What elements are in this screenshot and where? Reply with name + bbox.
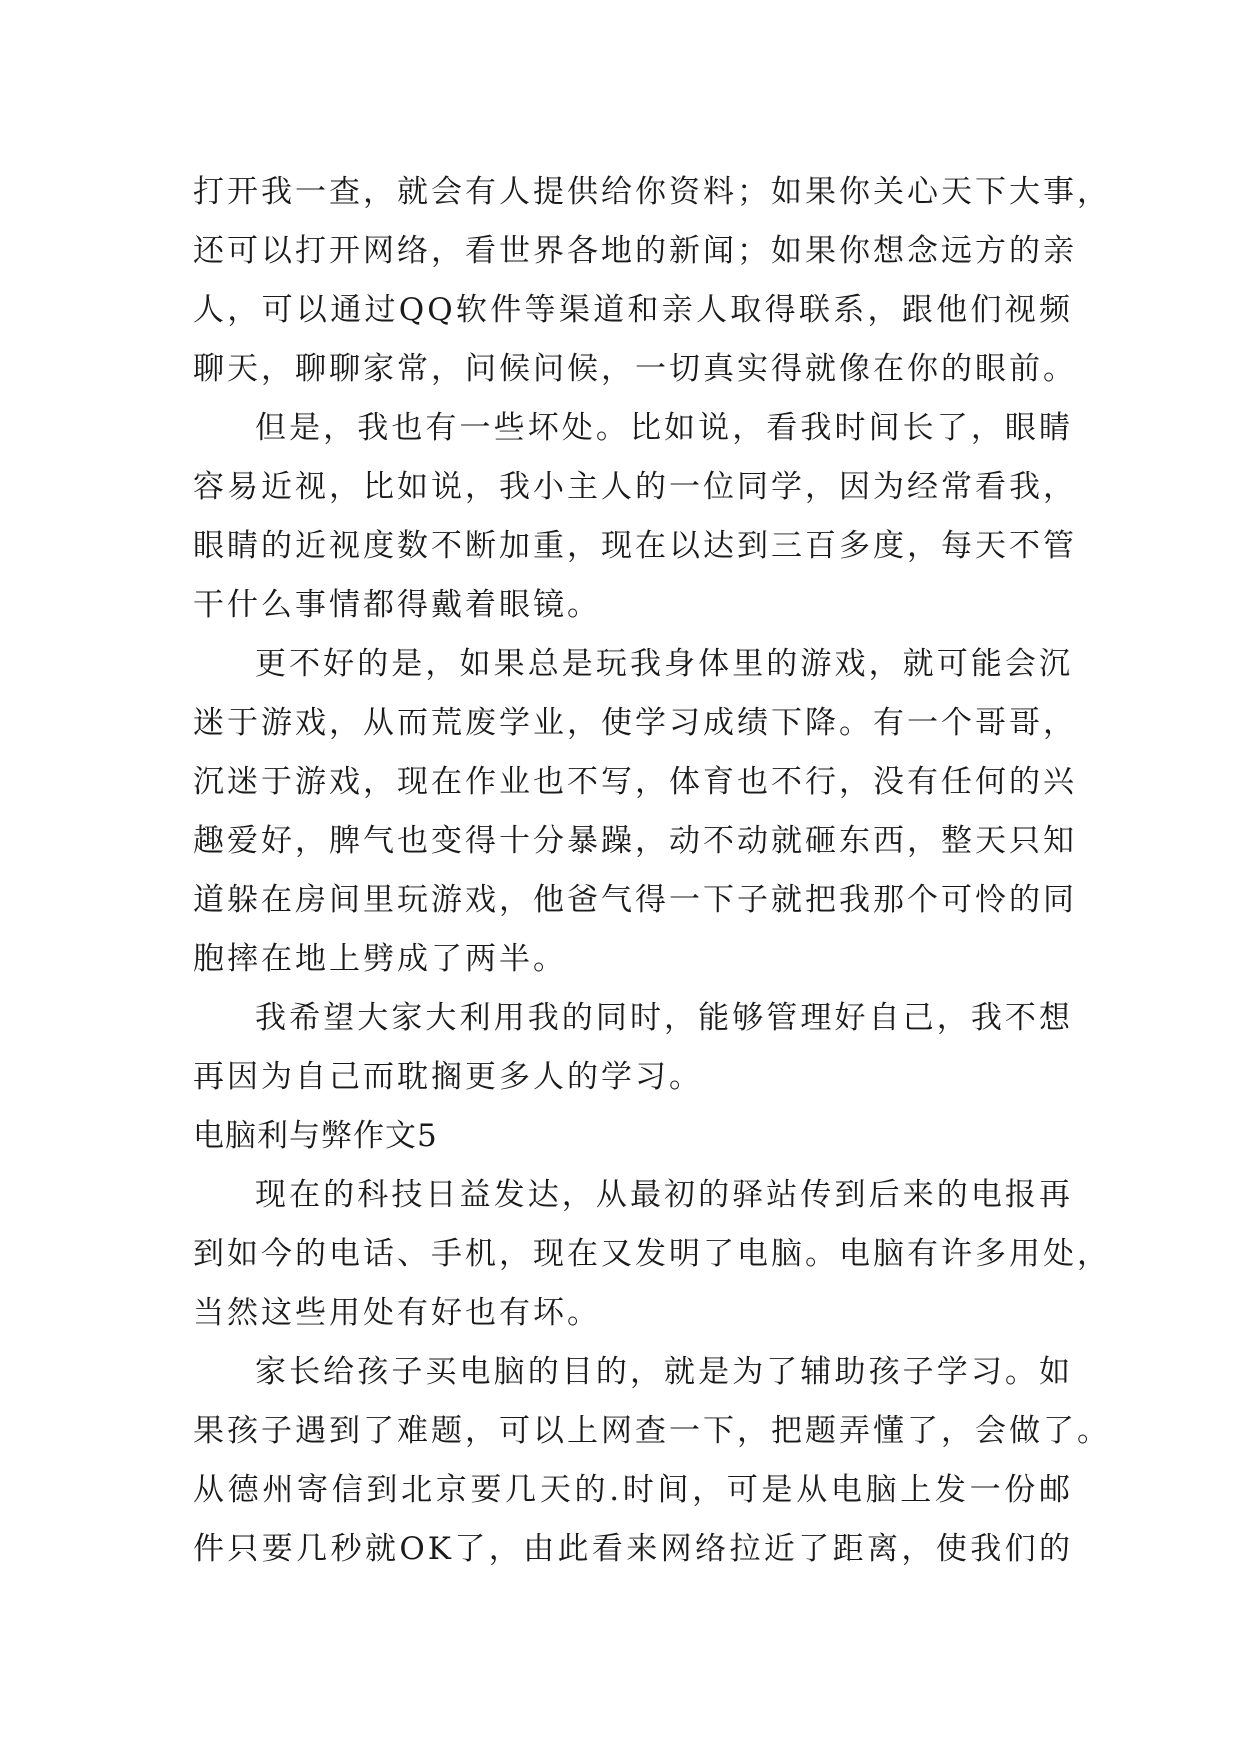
text-line: 道躲在房间里玩游戏，他爸气得一下子就把我那个可怜的同	[193, 882, 1077, 918]
paragraph-first-line: 家长给孩子买电脑的目的，就是为了辅助孩子学习。如	[255, 1354, 1073, 1390]
text-line: 件只要几秒就OK了，由此看来网络拉近了距离，使我们的	[193, 1531, 1073, 1567]
paragraph-last-line: 再因为自己而耽搁更多人的学习。	[193, 1059, 703, 1095]
text-line: 容易近视，比如说，我小主人的一位同学，因为经常看我，	[193, 469, 1077, 505]
text-line: 果孩子遇到了难题，可以上网查一下，把题弄懂了，会做了。	[193, 1413, 1111, 1449]
text-line: 眼睛的近视度数不断加重，现在以达到三百多度，每天不管	[193, 528, 1077, 564]
section-heading: 电脑利与弊作文5	[193, 1118, 438, 1154]
text-line: 还可以打开网络，看世界各地的新闻；如果你想念远方的亲	[193, 233, 1077, 269]
paragraph-last-line: 当然这些用处有好也有坏。	[193, 1295, 601, 1331]
paragraph-last-line: 干什么事情都得戴着眼镜。	[193, 587, 601, 623]
text-line: 打开我一查，就会有人提供给你资料；如果你关心天下大事，	[193, 174, 1111, 210]
document-body	[193, 163, 1111, 1579]
text-line: 沉迷于游戏，现在作业也不写，体育也不行，没有任何的兴	[193, 764, 1077, 800]
text-line: 聊天，聊聊家常，问候问候，一切真实得就像在你的眼前。	[193, 351, 1077, 387]
paragraph-first-line: 更不好的是，如果总是玩我身体里的游戏，就可能会沉	[255, 646, 1073, 682]
text-line: 从德州寄信到北京要几天的.时间，可是从电脑上发一份邮	[193, 1472, 1073, 1508]
text-line: 迷于游戏，从而荒废学业，使学习成绩下降。有一个哥哥，	[193, 705, 1077, 741]
paragraph-first-line: 我希望大家大利用我的同时，能够管理好自己，我不想	[255, 1000, 1073, 1036]
text-line: 趣爱好，脾气也变得十分暴躁，动不动就砸东西，整天只知	[193, 823, 1077, 859]
paragraph-last-line: 胞摔在地上劈成了两半。	[193, 941, 567, 977]
paragraph-first-line: 但是，我也有一些坏处。比如说，看我时间长了，眼睛	[255, 410, 1073, 446]
text-line: 到如今的电话、手机，现在又发明了电脑。电脑有许多用处，	[193, 1236, 1111, 1272]
paragraph-first-line: 现在的科技日益发达，从最初的驿站传到后来的电报再	[255, 1177, 1073, 1213]
text-line: 人，可以通过QQ软件等渠道和亲人取得联系，跟他们视频	[193, 292, 1073, 328]
